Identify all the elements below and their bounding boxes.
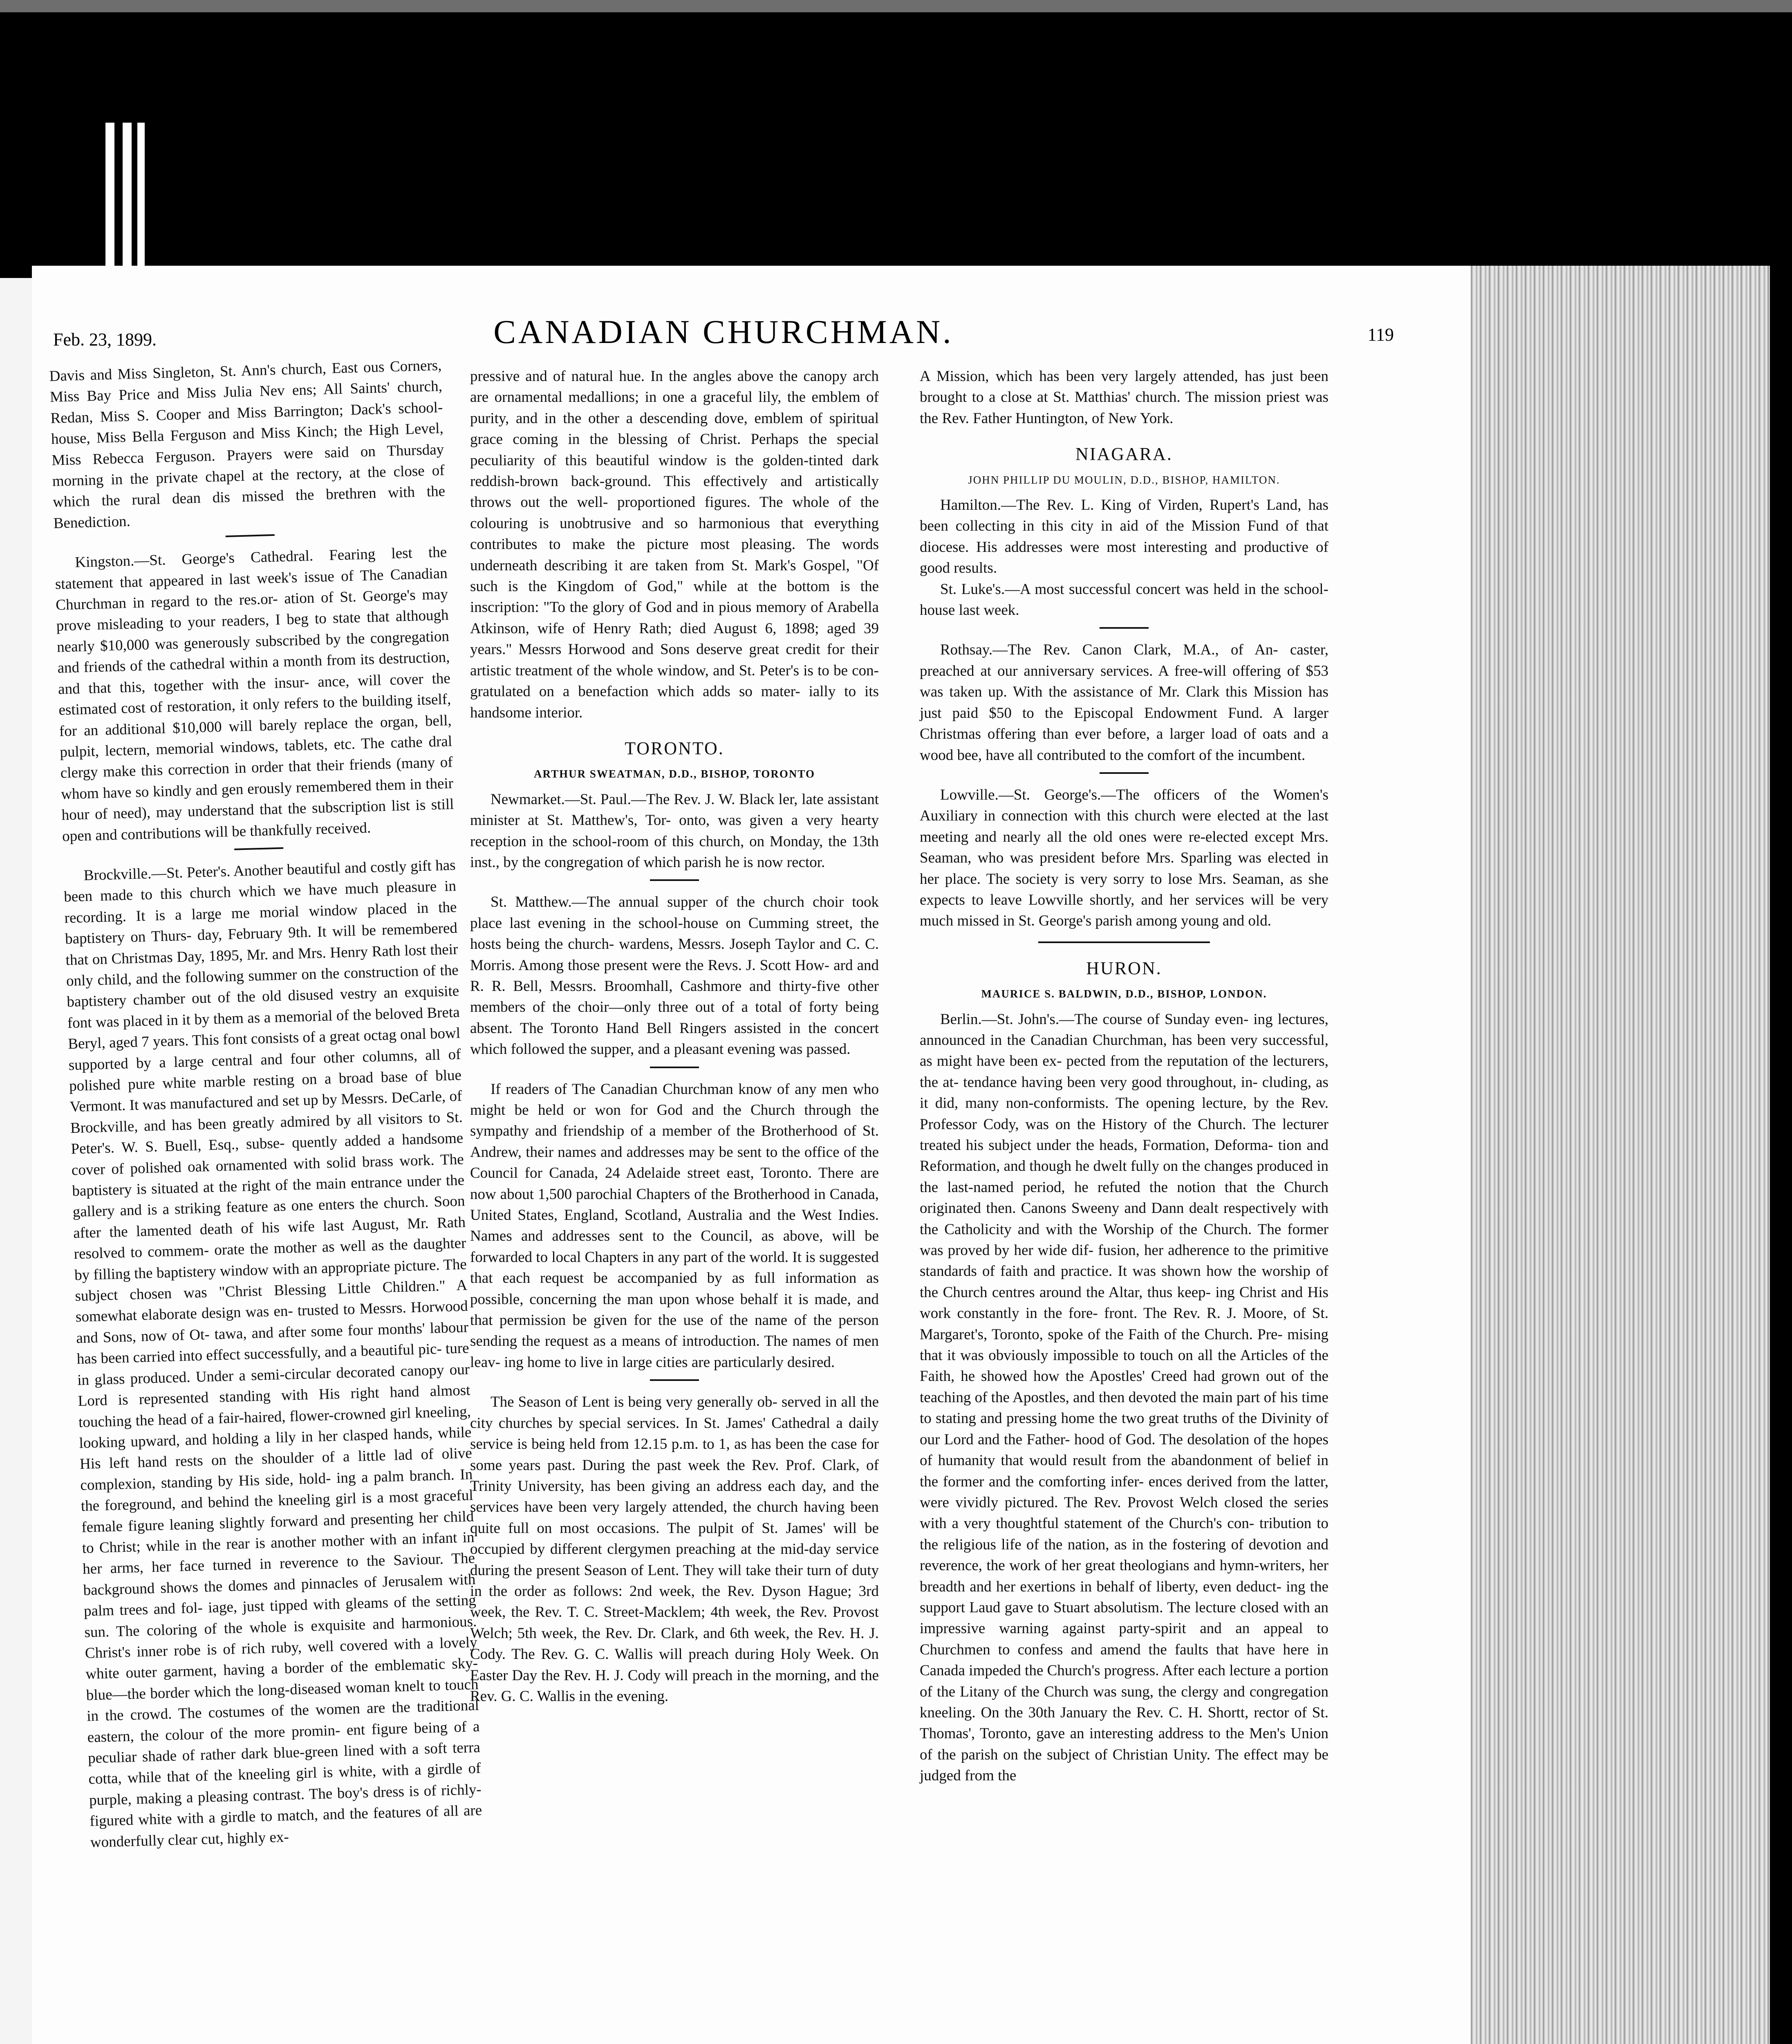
article-paragraph: Berlin.—St. John's.—The course of Sunday even- ing lectures, announced in the Canadian Churchman, has been very successful, as might have been ex- pected from the reputation of the lecturers, the at- tendance having been very good throughout, in- cluding, as it did, many non-conformists. The opening lecture, by the Rev. Professor Cody, was on the History of the Church. The lecturer treated his subject under the heads, Formation, Deforma- tion and Reformation, and though he dwelt fully on the changes produced in the last-named period, he refuted the notion that the Church originated then. Canons Sweeny and Dann dealt respectively with the Catholicity and with the Worship of the Church. The former was proved by her wide dif- fusion, her adherence to the primitive standards of faith and practice. It was shown how the worship of the Church centres around the Altar, thus keep- ing Christ and His work constantly in the fore- front. The Rev. R. J. Moore, of St. Margaret's, Toronto, spoke of the Faith of the Church. Pre- mising that it was obviously impossible to touch on all the Articles of the Faith, he showed how the Apostles' Creed had grown out of the teaching of the Apostles, and then devoted the main part of his time to stating and pressing home the two great truths of the Divinity of our Lord and the Father- hood of God. The desolation of the hopes of humanity that would result from the abandonment of belief in the former and the comforting infer- ences derived from the latter, were vividly pictured. The Rev. Provost Welch closed the series with a very thoughtful statement of the Church's con- tribution to the religious life of the nation, as in the fostering of devotion and reverence, the work of her great theologians and hymn-writers, her breadth and her exertions in behalf of liberty, even deduct- ing the support Laud gave to Stuart absolutism. The lecture closed with an impressive warning against party-spirit and an appeal to Churchmen to confess and amend the faults that have here in Canada impeded the Church's progress. After each lecture a portion of the Litany of the Church was sung, the clergy and congregation kneeling. On the 30th January the Rev. C. H. Shortt, rector of St. Thomas', Toronto, gave an interesting address to the Men's Union of the parish on the subject of Christian Unity. The effect may be judged from the bbox=[920, 1011, 1328, 1784]
divider bbox=[1100, 772, 1149, 774]
article-paragraph: Davis and Miss Singleton, St. Ann's church, East ous Corners, Miss Bay Price and Miss Julia Nev ens; All Saints' church, Redan, Miss S. Cooper and Miss Barrington; Dack's school-house, Miss Bella Ferguson and Miss Kinch; the High Level, Miss Rebecca Ferguson. Prayers were said on Thursday morning in the private chapel at the rectory, at the close of which the rural dean dis missed the brethren with the Benediction. bbox=[49, 357, 446, 532]
masthead-title: CANADIAN CHURCHMAN. bbox=[493, 313, 954, 350]
article-paragraph: St. Matthew.—The annual supper of the church choir took place last evening in the school-house on Cumming street, the hosts being the church- wardens, Messrs. Joseph Taylor and C. C. Morris. Among those present were the Revs. J. Scott How- ard and R. R. Bell, Messrs. Broomhall, Cashmore and thirty-five other members of the choir—only three out of a total of forty being absent. The Toronto Hand Bell Ringers assisted in the concert which followed the supper, and a pleasant evening was passed. bbox=[470, 894, 879, 1058]
column-3 bbox=[920, 366, 1328, 1786]
section-title-huron: HURON. bbox=[1086, 958, 1162, 978]
section-divider bbox=[1038, 941, 1210, 943]
divider bbox=[226, 534, 275, 537]
article-paragraph: St. Luke's.—A most successful concert was held in the school-house last week. bbox=[920, 580, 1328, 619]
page-stack-edge bbox=[1455, 266, 1770, 2044]
article-paragraph: Lowville.—St. George's.—The officers of the Women's Auxiliary in connection with this church were elected at the last meeting and nearly all the old ones were re-elected except Mrs. Seaman, who was president before Mrs. Sparling was elected in her place. The society is very sorry to lose Mrs. Seaman, as she expects to leave Lowville shortly, and her services will be very much missed in St. George's parish among young and old. bbox=[920, 786, 1328, 930]
divider bbox=[1100, 627, 1149, 629]
divider bbox=[234, 847, 283, 850]
article-paragraph: pressive and of natural hue. In the angles above the canopy arch are ornamental medallions; in one a graceful lily, the emblem of purity, and in the other a descending dove, emblem of spiritual grace coming in the blessing of Christ. Perhaps the special peculiarity of this beautiful window is the golden-tinted dark reddish-brown back-ground. This effectively and artistically throws out the well- proportioned figures. The whole of the colouring is unobtrusive and so harmonious that everything contributes to make the picture most pleasing. The words underneath describing it are taken from St. Mark's Gospel, "Of such is the Kingdom of God," while at the bottom is the inscription: "To the glory of God and in pious memory of Arabella Atkinson, wife of Henry Rath; died August 6, 1898; aged 39 years." Messrs Horwood and Sons deserve great credit for their artistic treatment of the whole window, and St. Peter's is to be con- gratulated on a benefaction which adds so mater- ially to its handsome interior. bbox=[470, 368, 879, 721]
article-paragraph: Kingston.—St. George's Cathedral. Fearing lest the statement that appeared in last week's issue of The Canadian Churchman in regard to the res.or- ation of St. George's may prove misleading to your readers, I beg to state that although nearly $10,000 was generously subscribed by the congregation and friends of the cathedral within a month from its destruction, and that this, together with the insur- ance, will cover the estimated cost of restoration, it only refers to the building itself, for an additional $10,000 will barely replace the organ, bell, pulpit, lectern, memorial windows, tablets, etc. The cathe dral clergy make this correction in order that their friends (many of whom have so kindly and gen erously remembered them in their hour of need), may understand that the subscription list is still open and contributions will be thankfully received. bbox=[55, 544, 454, 845]
bishop-line: ARTHUR SWEATMAN, D.D., BISHOP, TORONTO bbox=[534, 768, 815, 780]
bishop-line: JOHN PHILLIP DU MOULIN, D.D., BISHOP, HAMILTON. bbox=[968, 473, 1280, 486]
article-paragraph: The Season of Lent is being very generally ob- served in all the city churches by special services. In St. James' Cathedral a daily service is being held from 12.15 p.m. to 1, as has been the case for some years past. During the past week the Rev. Prof. Clark, of Trinity University, has been giving an address each day, and the services have been very largely attended, the church having been quite full on most occasions. The pulpit of St. James' will be occupied by different clergymen preaching at the mid-day service during the present Season of Lent. They will take their turn of duty in the order as follows: 2nd week, the Rev. Dyson Hague; 3rd week, the Rev. T. C. Street-Macklem; 4th week, the Rev. Provost Welch; 5th week, the Rev. Dr. Clark, and 6th week, the Rev. H. J. Cody. The Rev. G. C. Wallis will preach during Holy Week. On Easter Day the Rev. H. J. Cody will preach in the morning, and the Rev. G. C. Wallis in the evening. bbox=[470, 1394, 879, 1705]
page-header bbox=[53, 305, 1394, 354]
column-2 bbox=[470, 366, 879, 1707]
scan-top-edge bbox=[0, 0, 1792, 12]
section-title-niagara: NIAGARA. bbox=[1075, 444, 1173, 464]
divider bbox=[650, 1379, 699, 1381]
article-paragraph: Hamilton.—The Rev. L. King of Virden, Rupert's Land, has been collecting in this city in aid of the Mission Fund of that diocese. His addresses were most interesting and productive of good results. bbox=[920, 497, 1328, 577]
article-paragraph: Brockville.—St. Peter's. Another beautiful and costly gift has been made to this church which we have much pleasure in recording. It is a large me morial window placed in the baptistery on Thurs- day, February 9th. It will be remembered that on Christmas Day, 1895, Mr. and Mrs. Henry Rath lost their only child, and the following summer on the construction of the baptistery chamber out of the old disused vestry an exquisite font was placed in it by them as a memorial of the beloved Breta Beryl, aged 7 years. This font consists of a great octag onal bowl supported by a large central and four other columns, all of polished pure white marble resting on a broad base of blue Vermont. It was manufactured and set up by Messrs. DeCarle, of Brockville, and has been greatly admired by all visitors to St. Peter's. W. S. Buell, Esq., subse- quently added a handsome cover of polished oak ornamented with solid brass work. The baptistery is situated at the right of the main entrance under the gallery and is a striking feature as one enters the church. Soon after the lamented death of his wife last August, Mr. Rath resolved to commem- orate the mother as well as the daughter by filling the baptistery window with an appropriate picture. The subject chosen was "Christ Blessing Little Children." A somewhat elaborate design was en- trusted to Messrs. Horwood and Sons, now of Ot- tawa, and after some four months' labour has been carried into effect successfully, and a beautiful pic- ture in glass produced. Under a semi-circular decorated canopy our Lord is represented standing with His right hand almost touching the head of a fair-haired, flower-crowned girl kneeling, looking upward, and holding a lily in her clasped hands, while His left hand rests on the shoulder of a little lad of olive complexion, standing by His side, hold- ing a palm branch. In the foreground, and behind the kneeling girl is a most graceful female figure leaning slightly forward and presenting her child to Christ; while in the rear is another mother with an infant in her arms, her face turned in reverence to the Saviour. The background shows the domes and pinnacles of Jerusalem with palm trees and fol- iage, just tipped with gleams of the setting sun. The coloring of the whole is exquisite and harmonious. Christ's inner robe is of rich ruby, well covered with a lovely white outer garment, having a border of the emblematic sky-blue—the border which the long-diseased woman knelt to touch in the crowd. The costumes of the women are the traditional eastern, the colour of the more promin- ent figure being of a peculiar shade of rather dark blue-green lined with a soft terra cotta, while that of the kneeling girl is white, with a girdle of purple, making a pleasing contrast. The boy's dress is of richly-figured white with a girdle to match, and the features of all are wonderfully clear cut, highly ex- bbox=[63, 856, 482, 1851]
column-1 bbox=[49, 355, 483, 1853]
article-paragraph: Newmarket.—St. Paul.—The Rev. J. W. Black ler, late assistant minister at St. Matthew's, Tor- onto, was given a very hearty reception in the school-room of this church, on Monday, the 13th inst., by the congregation of which parish he is now rector. bbox=[470, 791, 879, 871]
page-number: 119 bbox=[1367, 325, 1394, 345]
article-paragraph: If readers of The Canadian Churchman know of any men who might be held or won for God and the Church through the sympathy and friendship of a member of the Brotherhood of St. Andrew, their names and addresses may be sent to the office of the Council for Canada, 24 Adelaide street east, Toronto. There are now about 1,500 parochial Chapters of the Brotherhood in Canada, United States, England, Scotland, Australia and the West Indies. Names and addresses sent to the Council, as above, will be forwarded to local Chapters in any part of the world. It is suggested that each request be accompanied by as full information as possible, concerning the man upon whose behalf it is made, and that permission be given for the use of the name of the person sending the request as a means of introduction. The names of men leav- ing home to live in large cities are particularly desired. bbox=[470, 1080, 879, 1371]
section-title-toronto: TORONTO. bbox=[625, 738, 724, 758]
divider bbox=[650, 879, 699, 881]
divider bbox=[650, 1067, 699, 1068]
article-paragraph: Rothsay.—The Rev. Canon Clark, M.A., of An- caster, preached at our anniversary services. A free-will offering of $53 was taken up. With the assistance of Mr. Clark this Mission has just paid $50 to the Episcopal Endowment Fund. A larger Christmas offering than ever before, a larger load of oats and a wood bee, have all contributed to the comfort of the incumbent. bbox=[920, 641, 1328, 764]
article-paragraph: A Mission, which has been very largely attended, has just been brought to a close at St. Matthias' church. The mission priest was the Rev. Father Huntington, of New York. bbox=[920, 368, 1328, 427]
issue-date: Feb. 23, 1899. bbox=[53, 329, 157, 350]
bishop-line: MAURICE S. BALDWIN, D.D., BISHOP, LONDON. bbox=[981, 988, 1267, 1000]
